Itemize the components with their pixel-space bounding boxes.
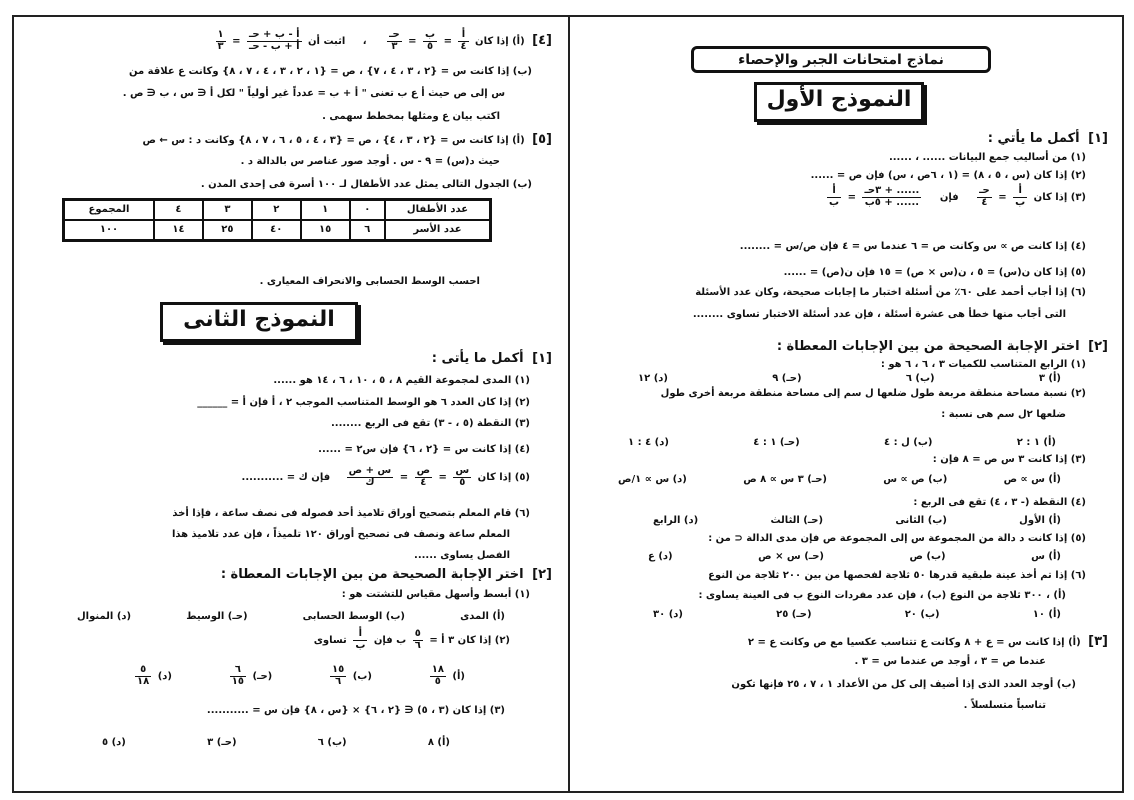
q4-b-line3: اكتب بيان ع ومثلها بمخطط سهمى . (322, 111, 500, 122)
numerator: ...... + ٣حـ (864, 185, 920, 196)
table-cell: ١٥ (301, 220, 350, 241)
option (427, 665, 465, 687)
denominator: ب (829, 196, 840, 208)
numerator: ص (416, 465, 431, 476)
fraction (453, 466, 471, 488)
option: (د) المنوال (77, 611, 132, 622)
option: (ب) الوسط الحسابى (302, 611, 405, 622)
numerator: س + ص (348, 465, 392, 476)
l-q2-item3-options (102, 738, 450, 748)
fraction (458, 30, 468, 52)
table-cell: ١٤ (154, 220, 203, 241)
q1-item3 (578, 186, 1086, 208)
option: (حـ) ٣ س ∝ ٨ ص (743, 474, 827, 485)
l-q2-heading (22, 568, 552, 581)
q3-a-line1 (578, 635, 1108, 648)
item-tail: فإن ك = ........... (241, 472, 331, 483)
numerator: ٥ (414, 628, 421, 639)
q2-item3: (٣) إذا كانت ٣ س ص = ٨ فإن : (932, 454, 1086, 465)
q2-title: اختر الإجابة الصحيحة من بين الإجابات المعطاة : (776, 339, 1080, 354)
q4-b-line2: س إلى ص حيث أ ع ب تعنى " أ + ب = عدداً غير أولياً " لكل أ ∈ س ، ب ∈ ص . (122, 88, 505, 99)
option-label: (حـ) (252, 671, 273, 682)
numerator: ١٨ (431, 664, 444, 675)
l-q1-item1: (١) المدى لمجموعة القيم ٨ ، ٥ ، ١٠ ، ٦ ، ١٤ هو ...... (273, 375, 530, 386)
option: (أ) ١٠ (1032, 609, 1061, 620)
q2-item6-options (653, 610, 1061, 620)
denominator: ١٥ (231, 675, 244, 687)
table-cell: ٦ (350, 220, 385, 241)
option: (حـ) س × ص (758, 551, 824, 562)
option: (حـ) ٣ (207, 737, 237, 748)
q2-item2-options (628, 438, 1056, 448)
separator: ، (362, 36, 367, 47)
table-cell: ٣ (203, 200, 252, 221)
model-two-title: النموذج الثانى (183, 307, 335, 332)
equals: = (847, 192, 856, 203)
header-banner (691, 46, 991, 73)
q2-item1-options (638, 374, 1061, 384)
fraction (347, 466, 394, 488)
q5-a-line2: حيث د(س) = ٩ - س . أوجد صور عناصر س بالدالة د . (240, 156, 500, 167)
numerator: أ (353, 629, 367, 641)
denominator: ٥ (427, 40, 434, 52)
q3-b-line1: (ب) أوجد العدد الذى إذا أضيف إلى كل من الأعداد ١ ، ٧ ، ٢٥ فإنها تكون (731, 679, 1076, 690)
fraction (1013, 186, 1027, 208)
option: (د) ٣٠ (653, 609, 683, 620)
denominator: ٣ (217, 40, 224, 52)
q1-heading (578, 132, 1108, 145)
option: (أ) ١ : ٢ (1016, 437, 1056, 448)
option: (أ) ٣ (1038, 373, 1061, 384)
model-title: النموذج الأول (766, 87, 912, 112)
denominator: ٤ (420, 476, 427, 488)
q1-title: أكمل ما يأتي : (987, 131, 1080, 146)
denominator: ١٨ (137, 675, 150, 687)
table-row (64, 200, 491, 221)
denominator: ب (1015, 196, 1026, 208)
denominator: ٦ (414, 639, 421, 651)
q5-b: (ب) الجدول التالى يمثل عدد الأطفال لـ ١٠٠ أسرة فى إحدى المدن . (200, 179, 532, 190)
l-q2-number: [٢] (532, 567, 552, 582)
q3-number: [٣] (1088, 634, 1108, 649)
option-label: (ب) (352, 671, 372, 682)
fraction (430, 665, 446, 687)
table-cell: ١ (301, 200, 350, 221)
q1-item4: (٤) إذا كانت ص ∝ س وكانت ص = ٦ عندما س = ٤ فإن ص/س = ........ (739, 241, 1086, 252)
table-header-cell: عدد الأسر (385, 220, 491, 241)
option-label: (د) (157, 671, 172, 682)
numerator: حـ (389, 29, 400, 40)
denominator: ...... + ٥ب (864, 196, 920, 208)
l-q1-heading (22, 352, 552, 365)
option: (د) الرابع (653, 515, 699, 526)
option: (أ) المدى (460, 611, 505, 622)
left-page (22, 20, 560, 788)
l-q1-item5: (٥) إذا كان $\frac{\text{س}}{٥}$ = $\frac{\text{ص}}{٤}$ = $\frac{\text{س + ص}}{\text{ك}}$ فإن ك = ........... (241, 465, 530, 488)
denominator: أ + ب - حـ (248, 40, 300, 52)
denominator: ٥ (434, 675, 441, 687)
table-cell: ٢ (252, 200, 301, 221)
denominator: ٤ (460, 40, 467, 52)
q2-item1: (١) الرابع المتناسب للكميات ٣ ، ٦ ، ٦ هو : (880, 359, 1086, 370)
item-mid: فإن (939, 192, 959, 203)
q5-number: [٥] (532, 132, 552, 147)
option (227, 665, 272, 687)
fraction (423, 30, 437, 52)
denominator: ٥ (459, 476, 466, 488)
q4-b-line1: (ب) إذا كانت س = {٢ ، ٣ ، ٤ ، ٧} ، ص = {١ ، ٢ ، ٣ ، ٤ ، ٧ ، ٨} وكانت ع علاقة من (128, 66, 532, 77)
item-mid: ب فإن (373, 635, 407, 646)
option: (ب) ٢٠ (904, 609, 940, 620)
q2-number: [٢] (1088, 339, 1108, 354)
q1-item2: (٢) إذا كان (س ، ٥ ، ٨) = (١ ، ٦ص ، س) فإن ص = ...... (810, 170, 1086, 181)
q3-a-text: (أ) إذا كانت س = ع + ٨ وكانت ع تتناسب عكسيا مع ص وكانت ع = ٢ (747, 637, 1081, 648)
q2-item4: (٤) النقطة (- ٣ ، ٤) تقع فى الربع : (913, 497, 1086, 508)
q1-number: [١] (1088, 131, 1108, 146)
numerator: أ (1013, 186, 1027, 198)
l-q1-item3: (٣) النقطة (٥ ، - ٣) تقع فى الربع ........ (330, 418, 530, 429)
option (132, 665, 172, 687)
table-cell: ٤٠ (252, 220, 301, 241)
table-header-cell: عدد الأطفال (385, 200, 491, 221)
numerator: حـ (979, 185, 990, 196)
l-q2-title: اختر الإجابة الصحيحة من بين الإجابات المعطاة : (220, 567, 524, 582)
page-divider (568, 15, 570, 793)
denominator: ك (365, 476, 375, 488)
option: (ب) ل : ٤ (884, 437, 933, 448)
numerator: ٦ (230, 665, 246, 677)
fraction (353, 629, 367, 651)
right-page (578, 20, 1116, 788)
option: (ب) ٦ (905, 373, 935, 384)
q2-item6b: (أ) ، ٣٠٠ ثلاجة من النوع (ب) ، فإن عدد مفردات النوع ب فى العينة يساوى : (698, 590, 1066, 601)
q2-item5: (٥) إذا كانت د دالة من المجموعة س إلى المجموعة ص فإن مدى الدالة ⊂ من : (708, 533, 1086, 544)
q1-item1: (١) من أساليب جمع البيانات ...... ، ...... (888, 152, 1086, 163)
q2-heading (578, 340, 1108, 353)
table-cell: ٢٥ (203, 220, 252, 241)
fraction (827, 186, 841, 208)
option: (د) ٥ (102, 737, 126, 748)
option: (حـ) ٢٥ (776, 609, 812, 620)
numerator: ١٥ (332, 664, 345, 675)
denominator: ب (355, 639, 366, 651)
option: (أ) ٨ (427, 737, 450, 748)
q1-item5: (٥) إذا كان ن(س) = ٥ ، ن(س × ص) = ١٥ فإن ن(ص) = ...... (783, 267, 1086, 278)
option: (أ) س ∝ ص (1003, 474, 1061, 485)
table-cell: ١٠٠ (64, 220, 155, 241)
l-q1-title: أكمل ما يأتى : (431, 351, 524, 366)
l-q1-item6c: الفصل يساوى ...... (414, 550, 510, 561)
l-q2-item3: (٣) إذا كان (٣ ، ٥) ∈ {٢ ، ٦} × {س ، ٨} فإن س = ........... (206, 705, 505, 716)
fraction (135, 665, 151, 687)
fraction (216, 30, 226, 52)
fraction (415, 466, 432, 488)
l-q1-item4: (٤) إذا كانت س = {٢ ، ٦} فإن س٢ = ...... (318, 444, 530, 455)
option (327, 665, 372, 687)
fraction (413, 629, 423, 651)
option: (أ) الأول (1019, 515, 1061, 526)
q1-item6a: (٦) إذا أجاب أحمد على ٦٠٪ من أسئلة اختبار ما إجابات صحيحة، وكان عدد الأسئلة (695, 287, 1086, 298)
numerator: ١ (217, 29, 224, 40)
fraction (330, 665, 346, 687)
table-cell: المجموع (64, 200, 155, 221)
item-prefix: (٣) إذا كان (1033, 192, 1086, 203)
l-q1-item6a: (٦) قام المعلم بتصحيح أوراق تلاميذ أحد فصوله فى نصف ساعة ، فإذا أخذ (172, 508, 530, 519)
l-q2-item2 (22, 629, 510, 651)
q1-item6b: التى أجاب منها خطأ هى عشرة أسئلة ، فإن عدد أسئلة الاختبار تساوى ........ (692, 309, 1066, 320)
numerator: أ - ب + حـ (248, 29, 300, 40)
l-q2-item1-options (77, 612, 505, 622)
table-cell: ٠ (350, 200, 385, 221)
option: (ب) ٦ (317, 737, 347, 748)
table-cell: ٤ (154, 200, 203, 221)
option: (ب) ص ∝ س (883, 474, 948, 485)
l-q1-number: [١] (532, 351, 552, 366)
q5-a-text: (أ) إذا كانت س = {٢ ، ٣ ، ٤} ، ص = {٣ ، ٤ ، ٥ ، ٦ ، ٧ ، ٨} وكانت د : س ← ص (142, 135, 525, 146)
q5-a-line1 (22, 133, 552, 146)
option: (حـ) الوسيط (186, 611, 248, 622)
option: (د) ١٢ (638, 373, 668, 384)
option: (حـ) الثالث (770, 515, 824, 526)
numerator: س (455, 465, 470, 476)
option: (د) ع (648, 551, 673, 562)
children-table (62, 198, 492, 242)
l-q2-item2-options (132, 665, 465, 687)
denominator: ٣ (391, 40, 398, 52)
q2-item5-options (648, 552, 1061, 562)
fraction (387, 30, 402, 52)
q3-b-line2: تناسباً متسلسلاً . (963, 700, 1046, 711)
option: (أ) س (1031, 551, 1061, 562)
option: (د) ٤ : ١ (628, 437, 669, 448)
q2-item3-options (618, 475, 1061, 485)
q2-item2a: (٢) نسبة مساحة منطقة مربعة طول ضلعها ل سم إلى مساحة منطقة مربعة أخرى طول (660, 388, 1086, 399)
fraction (247, 30, 302, 52)
item-tail: تساوى (313, 635, 347, 646)
header-title: نماذج امتحانات الجبر والإحصاء (738, 52, 944, 68)
numerator: ب (425, 29, 436, 40)
fraction (862, 186, 921, 208)
option: (ب) الثانى (895, 515, 947, 526)
q5-after: احسب الوسط الحسابى والانحراف المعيارى . (259, 276, 480, 287)
denominator: ٤ (981, 196, 988, 208)
l-q2-item1: (١) أبسط وأسهل مقياس للتشتت هو : (341, 589, 530, 600)
fraction (977, 186, 992, 208)
fraction (230, 665, 246, 687)
option: (حـ) ٩ (772, 373, 802, 384)
item-prefix: (٥) إذا كان (477, 472, 530, 483)
equals: = (998, 192, 1007, 203)
q2-item6a: (٦) إذا تم أخذ عينة طبقية قدرها ٥٠ ثلاجة لفحصها من بين ٢٠٠ ثلاجة من النوع (708, 570, 1086, 581)
prove-label: اثبت أن (308, 36, 346, 47)
model-title-box (754, 82, 924, 122)
item-prefix: (أ) إذا كان (475, 36, 525, 47)
option: (حـ) ١ : ٤ (753, 437, 800, 448)
q2-item2b: ضلعها ٢ل سم هى نسبة : (941, 409, 1066, 420)
l-q1-item6b: المعلم ساعة ونصف فى تصحيح أوراق ١٢٠ تلميذاً ، فإن عدد تلاميذ هذا (171, 529, 510, 540)
model-two-title-box (160, 302, 358, 342)
option: (ب) ص (909, 551, 946, 562)
item-prefix: (٢) إذا كان ٣ أ = (429, 635, 510, 646)
q2-item4-options (653, 516, 1061, 526)
l-q1-item2: (٢) إذا كان العدد ٦ هو الوسط المتناسب الموجب ٢ ، أ فإن أ = ______ (197, 397, 530, 408)
table-row (64, 220, 491, 241)
numerator: أ (827, 186, 841, 198)
numerator: أ (458, 30, 468, 42)
q4-number: [٤] (532, 33, 552, 48)
option: (د) س ∝ ١/ص (618, 474, 687, 485)
q4-a: [٤] (أ) إذا كان $\frac{\text{أ}}{٤}$ = $\frac{\text{ب}}{٥}$ = $\frac{\text{حـ}}{٣}$ ، اثبت أن $\frac{\text{أ - ب + حـ}}{\text{أ + ب - حـ}}$ = $\frac{١}{٣}$ (217, 29, 552, 52)
q3-a-line2: عندما ص = ٣ ، أوجد ص عندما س = ٣ . (854, 656, 1046, 667)
denominator: ٦ (335, 675, 342, 687)
numerator: ٥ (135, 665, 151, 677)
option-label: (أ) (452, 671, 465, 682)
